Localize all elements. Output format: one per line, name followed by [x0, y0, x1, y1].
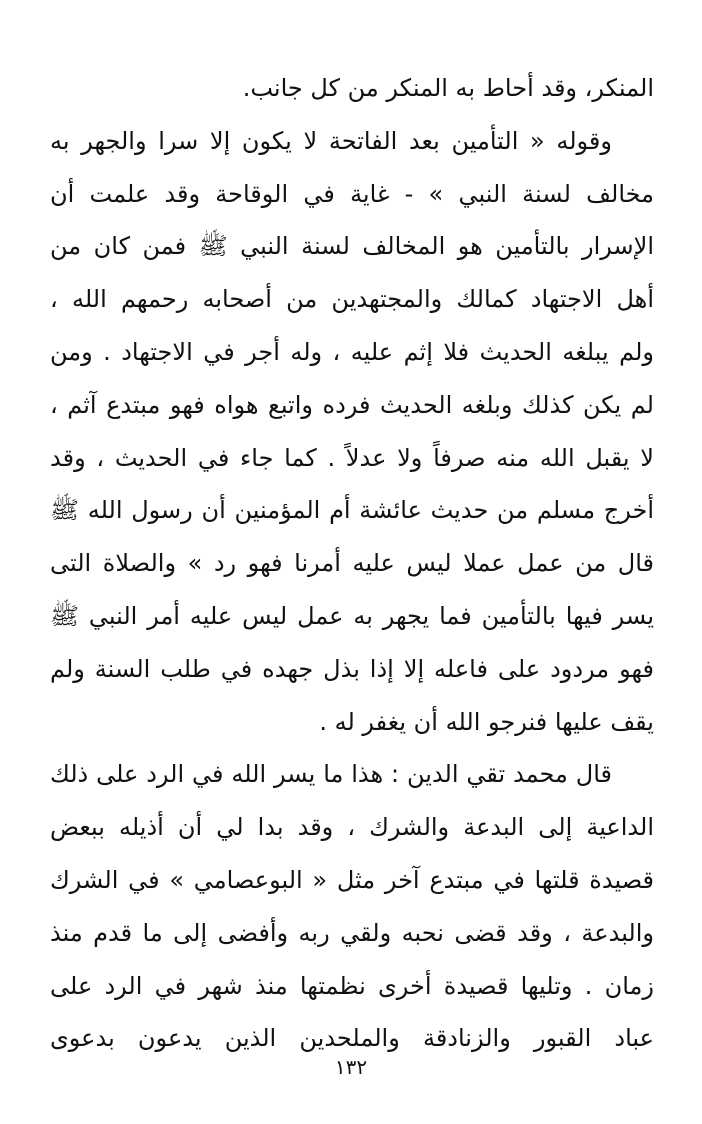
text-line: لا يقبل الله منه صرفاً ولا عدلاً . كما جاء في الحديث ، وقد	[50, 443, 654, 472]
text-line: قال محمد تقي الدين : هذا ما يسر الله في الرد على ذلك	[50, 760, 612, 789]
text-line: والبدعة ، وقد قضى نحبه ولقي ربه وأفضى إلى ما قدم منذ	[50, 918, 654, 947]
text-line: ولم يبلغه الحديث فلا إثم عليه ، وله أجر في الاجتهاد . ومن	[50, 337, 654, 366]
text-line: الإسرار بالتأمين هو المخالف لسنة النبي ﷺ فمن كان من	[50, 232, 654, 261]
text-line: لم يكن كذلك وبلغه الحديث فرده واتبع هواه فهو مبتدع آثم ،	[50, 390, 654, 419]
text-line: يسر فيها بالتأمين فما يجهر به عمل ليس عليه أمر النبي ﷺ	[50, 601, 654, 630]
text-line: الداعية إلى البدعة والشرك ، وقد بدا لي أن أذيله ببعض	[50, 813, 654, 842]
text-line: يقف عليها فنرجو الله أن يغفر له .	[319, 707, 654, 736]
text-line: وقوله « التأمين بعد الفاتحة لا يكون إلا سرا والجهر به	[50, 126, 612, 155]
text-line: زمان . وتليها قصيدة أخرى نظمتها منذ شهر في الرد على	[50, 971, 654, 1000]
text-line: أهل الاجتهاد كمالك والمجتهدين من أصحابه رحمهم الله ،	[50, 285, 654, 314]
text-line: أخرج مسلم من حديث عائشة أم المؤمنين أن رسول الله ﷺ	[50, 496, 654, 525]
text-line: قال من عمل عملا ليس عليه أمرنا فهو رد » والصلاة التى	[50, 549, 654, 578]
body-text	[50, 62, 654, 1065]
text-line: فهو مردود على فاعله إلا إذا بذل جهده في طلب السنة ولم	[50, 654, 654, 683]
page-number: ١٣٢	[334, 1055, 368, 1079]
text-line: قصيدة قلتها في مبتدع آخر مثل « البوعصامي » في الشرك	[50, 865, 654, 894]
text-line: عباد القبور والزنادقة والملحدين الذين يدعون بدعوى	[50, 1024, 654, 1053]
text-line: المنكر، وقد أحاط به المنكر من كل جانب.	[242, 74, 654, 102]
text-line: مخالف لسنة النبي » - غاية في الوقاحة وقد علمت أن	[50, 179, 654, 208]
